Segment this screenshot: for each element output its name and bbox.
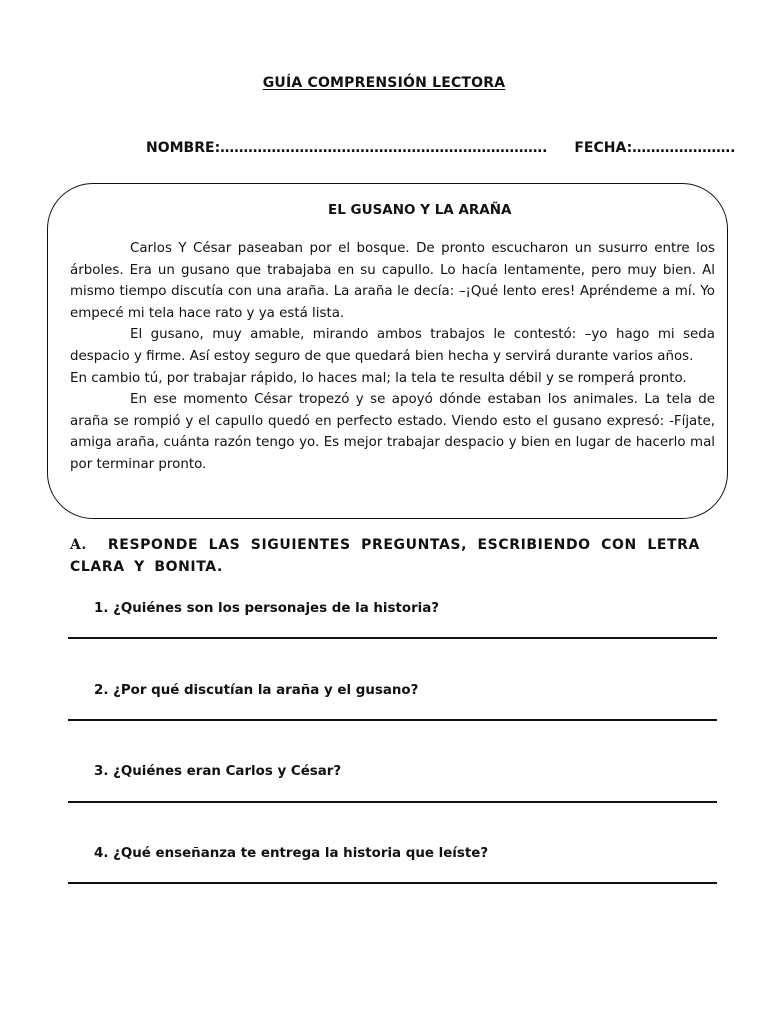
story-paragraph: Carlos Y César paseaban por el bosque. De pronto escucharon un susurro entre los árboles. Era un gusano que trabajaba en su capullo. Lo hacía lentamente, pero muy bien. Al mismo tiempo discutía con una araña. La araña le decía: –¡Qué lento eres! Apréndeme a mí. Yo empecé mi tela hace rato y ya está lista. xyxy=(70,241,715,321)
story-title: EL GUSANO Y LA ARAÑA xyxy=(328,202,512,218)
answer-line-4[interactable] xyxy=(68,882,717,884)
story-paragraph: En cambio tú, por trabajar rápido, lo haces mal; la tela te resulta débil y se romperá pronto. xyxy=(70,370,687,386)
question-2: 2. ¿Por qué discutían la araña y el gusano? xyxy=(94,683,419,698)
question-4: 4. ¿Qué enseñanza te entrega la historia que leíste? xyxy=(94,846,489,861)
answer-line-2[interactable] xyxy=(68,719,717,721)
question-1: 1. ¿Quiénes son los personajes de la historia? xyxy=(94,601,440,616)
section-instruction xyxy=(70,534,700,578)
name-field[interactable]: NOMBRE:……………………………………………………………. xyxy=(146,140,548,156)
section-letter: A. xyxy=(70,537,87,553)
answer-line-3[interactable] xyxy=(68,801,717,803)
section-instruction-text: RESPONDE LAS SIGUIENTES PREGUNTAS, ESCRIBIENDO CON LETRA CLARA Y BONITA. xyxy=(70,537,700,575)
student-info-line xyxy=(146,140,736,156)
story-paragraph: En ese momento César tropezó y se apoyó dónde estaban los animales. La tela de araña se rompió y el capullo quedó en perfecto estado. Viendo esto el gusano expresó: -Fíjate, amiga araña, cuánta razón tengo yo. Es mejor trabajar despacio y bien en lugar de hacerlo mal por terminar pronto. xyxy=(70,392,715,472)
worksheet-title xyxy=(0,75,768,91)
question-3: 3. ¿Quiénes eran Carlos y César? xyxy=(94,764,342,779)
story-paragraph: El gusano, muy amable, mirando ambos trabajos le contestó: –yo hago mi seda despacio y firme. Así estoy seguro de que quedará bien hecha y servirá durante varios años. xyxy=(70,327,715,364)
story-text xyxy=(70,238,715,476)
answer-line-1[interactable] xyxy=(68,637,717,639)
date-field[interactable]: FECHA:…………………. xyxy=(574,140,736,156)
worksheet-title-text: GUÍA COMPRENSIÓN LECTORA xyxy=(262,75,506,91)
